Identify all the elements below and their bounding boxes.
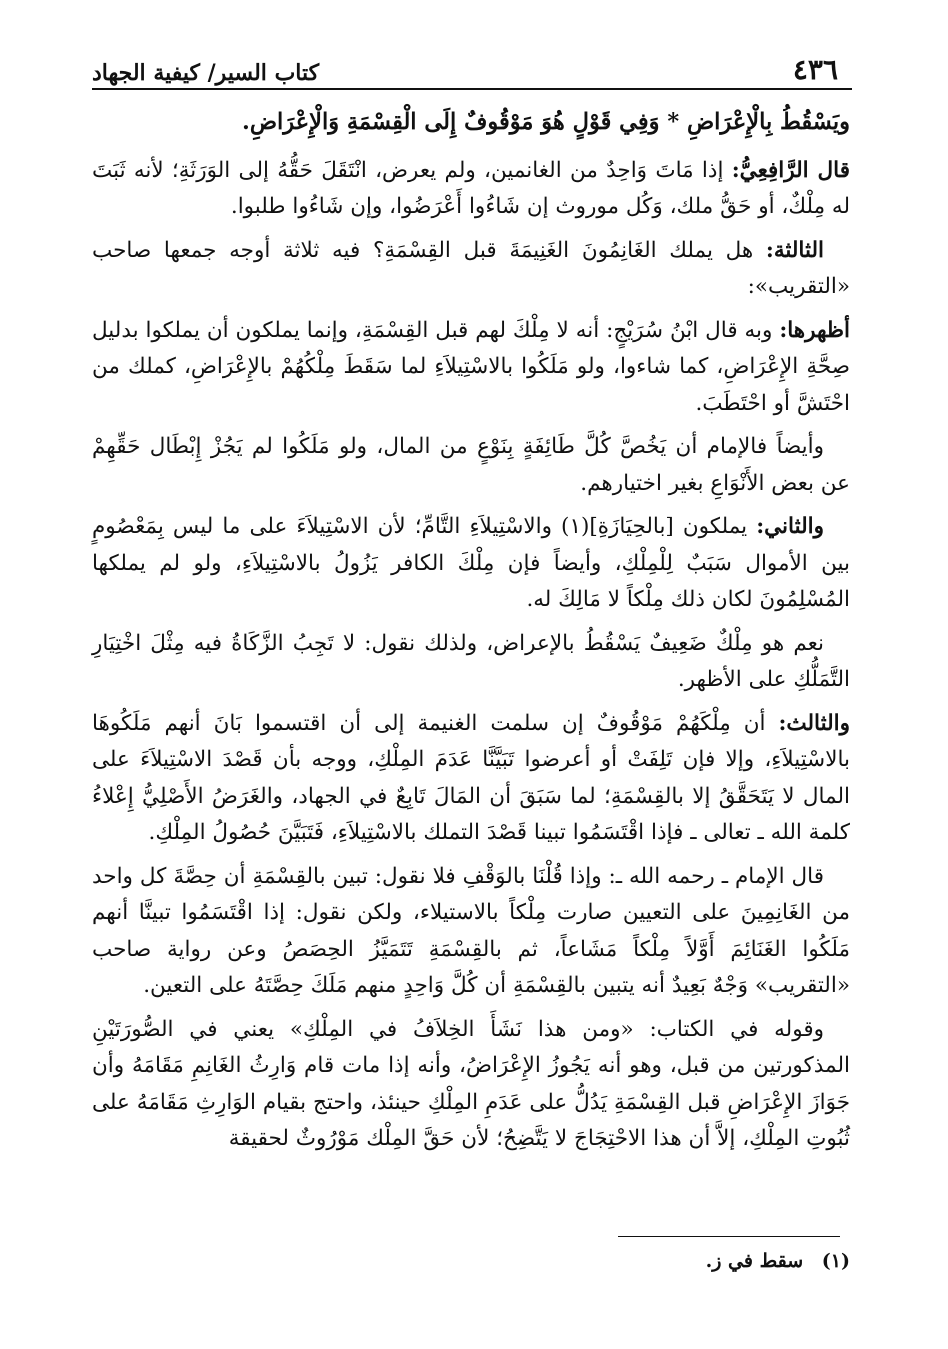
- footnote-number: (١): [821, 1250, 850, 1272]
- paragraph: [92, 509, 850, 619]
- matn-paragraph: [92, 104, 850, 141]
- paragraph-text: إذا مَاتَ وَاحِدٌ من الغانمين، ولم يعرض، انْتَقَلَ حَقُّهُ إلى الوَرَثَةِ؛ لأنه ثَبَتَ له مِلْكٌ، أو حَقُّ ملك، وَكُل موروث إن شَاءُوا أَعْرَضُوا، وإن شَاءُوا طلبوا.: [92, 157, 850, 219]
- paragraph-text: ويَسْقُطُ بِالْإِعْرَاضِ * وَفِي قَوْلٍ هُوَ مَوْقُوفٌ إِلَى الْقِسْمَةِ وَالْإِعْرَاضِ.: [242, 109, 850, 135]
- paragraph-text: وبه قال ابْنُ سُرَيْجٍ: أنه لا مِلْكَ لهم قبل القِسْمَةِ، وإنما يملكون أن يملكوا بدليل صِحَّةِ الإِعْرَاضِ، كما شاءوا، ولو مَلَكُوا بالاسْتِيلاَءِ لما سَقَطَ مِلْكُهُمْ بالإِعْرَاضِ، كملك من احْتَشَّ أو احْتَطَبَ.: [92, 317, 850, 416]
- footnote-text: سقط في ز.: [705, 1250, 804, 1272]
- paragraph-lead: قال الرَّافِعِيُّ:: [731, 157, 850, 183]
- paragraph-text: أن مِلْكَهُمْ مَوْقُوفٌ إن سلمت الغنيمة إلى أن اقتسموا بَانَ أنهم مَلَكُوهَا بالاسْتِيلاَءِ، وإلا فإن تَلِفَتْ أو أعرضوا تَبَيَّنَّا عَدَمَ المِلْكِ، ووجه بأن قَصْدَ الاسْتِيلاَءَ على المال لا يَتَحَقَّقُ إلا بالقِسْمَةِ؛ لما سَبَقَ أن المَالَ تَابِعٌ في الجهاد، والغَرَضُ الأَصْلِيُّ إِعْلاءُ كلمة الله ـ تعالى ـ فإذا اقْتَسَمُوا تبينا قَصْدَ التملك بالاسْتِيلاَءِ، فَتَبَيَّنَ حُصُولُ المِلْكِ.: [92, 710, 850, 845]
- paragraph-text: قال الإمام ـ رحمه الله ـ: وإذا قُلْنَا بالوَقْفِ فلا نقول: تبين بالقِسْمَةِ أن حِصَّةَ كل واحد من الغَانِمِينَ على التعيين صارت مِلْكاً بالاستيلاء، ولكن نقول: إذا اقْتَسَمُوا تبينَّا أنهم مَلَكُوا الغَنَائِمَ أَوَّلاً مِلْكاً مَشَاعاً، ثم بالقِسْمَةِ تَتَمَيَّزُ الحِصَصُ وعن رواية صاحب «التقريب» وَجْهٌ بَعِيدٌ أنه يتبين بالقِسْمَةِ أن كُلَّ وَاحِدٍ منهم مَلَكَ حِصَّتَهُ على التعين.: [92, 863, 850, 998]
- paragraph: [92, 859, 850, 1005]
- page-number: ٤٣٦: [792, 53, 838, 86]
- paragraph-lead: أظهرها:: [779, 317, 850, 343]
- paragraph: [92, 153, 850, 226]
- paragraph: [92, 1012, 850, 1158]
- footnote: [92, 1250, 850, 1272]
- paragraph-text: وأيضاً فالإمام أن يَخُصَّ كُلَّ طَائِفَةٍ بِنَوْعٍ من المال، ولو مَلَكُوا لم يَجُزْ إِبْطَال حَقِّهِمْ عن بعض الأَنْوَاعِ بغير اختيارهم.: [92, 434, 850, 496]
- header-rule: [92, 88, 852, 90]
- paragraph-text: يملكون [بالحِيَازَةِ](١) والاسْتِيلاَءِ التَّامِّ؛ لأن الاسْتِيلاَءَ على ما ليس بِمَعْصُومٍ بين الأموال سَبَبٌ لِلْمِلْكِ، وأيضاً فإن مِلْكَ الكافر يَزُولُ بالاسْتِيلاَءِ، ولو لم يملكها المُسْلِمُونَ لكان ذلك مِلْكاً لا مَالِكَ له.: [92, 514, 850, 612]
- paragraph-lead: والثاني:: [756, 514, 824, 539]
- paragraph: [92, 429, 850, 502]
- footnote-rule: [618, 1236, 840, 1237]
- main-text: [92, 104, 850, 1165]
- paragraph-text: نعم هو مِلْكٌ ضَعِيفٌ يَسْقُطُ بالإعراض، ولذلك نقول: لا تَجِبُ الزَّكَاةُ فيه مِثْلَ اخْتِيَارِ التَّمَلُّكِ على الأظهر.: [92, 630, 850, 692]
- paragraph-text: هل يملك الغَانِمُونَ الغَنِيمَةَ قبل القِسْمَةِ؟ فيه ثلاثة أوجه جمعها صاحب «التقريب»:: [92, 237, 850, 299]
- page-header: [92, 42, 850, 86]
- running-title: كتاب السير/ كيفية الجهاد: [92, 60, 320, 86]
- paragraph-lead: الثالثة:: [765, 237, 824, 263]
- paragraph: [92, 233, 850, 306]
- paragraph: [92, 706, 850, 852]
- paragraph-text: وقوله في الكتاب: «ومن هذا نَشَأَ الخِلاَفُ في المِلْكِ» يعني في الصُّورَتَيْنِ المذكورتين من قبل، وهو أنه يَجُوزُ الإِعْرَاضُ، وأنه إذا مات قام وَارِثُ الغَانِمِ مَقَامَهُ وأن جَوَازَ الإِعْرَاضِ قبل القِسْمَةِ يَدُلُّ على عَدَمِ المِلْكِ حينئذ، واحتج بقيام الوَارِثِ مَقَامَهُ على ثُبُوتِ المِلْكِ، إلاَّ أن هذا الاحْتِجَاجَ لا يَتَّضِحُ؛ لأن حَقَّ المِلْك مَوْرُوثٌ لحقيقة: [92, 1016, 850, 1151]
- paragraph: [92, 313, 850, 423]
- paragraph-lead: والثالث:: [778, 710, 850, 736]
- paragraph: [92, 626, 850, 699]
